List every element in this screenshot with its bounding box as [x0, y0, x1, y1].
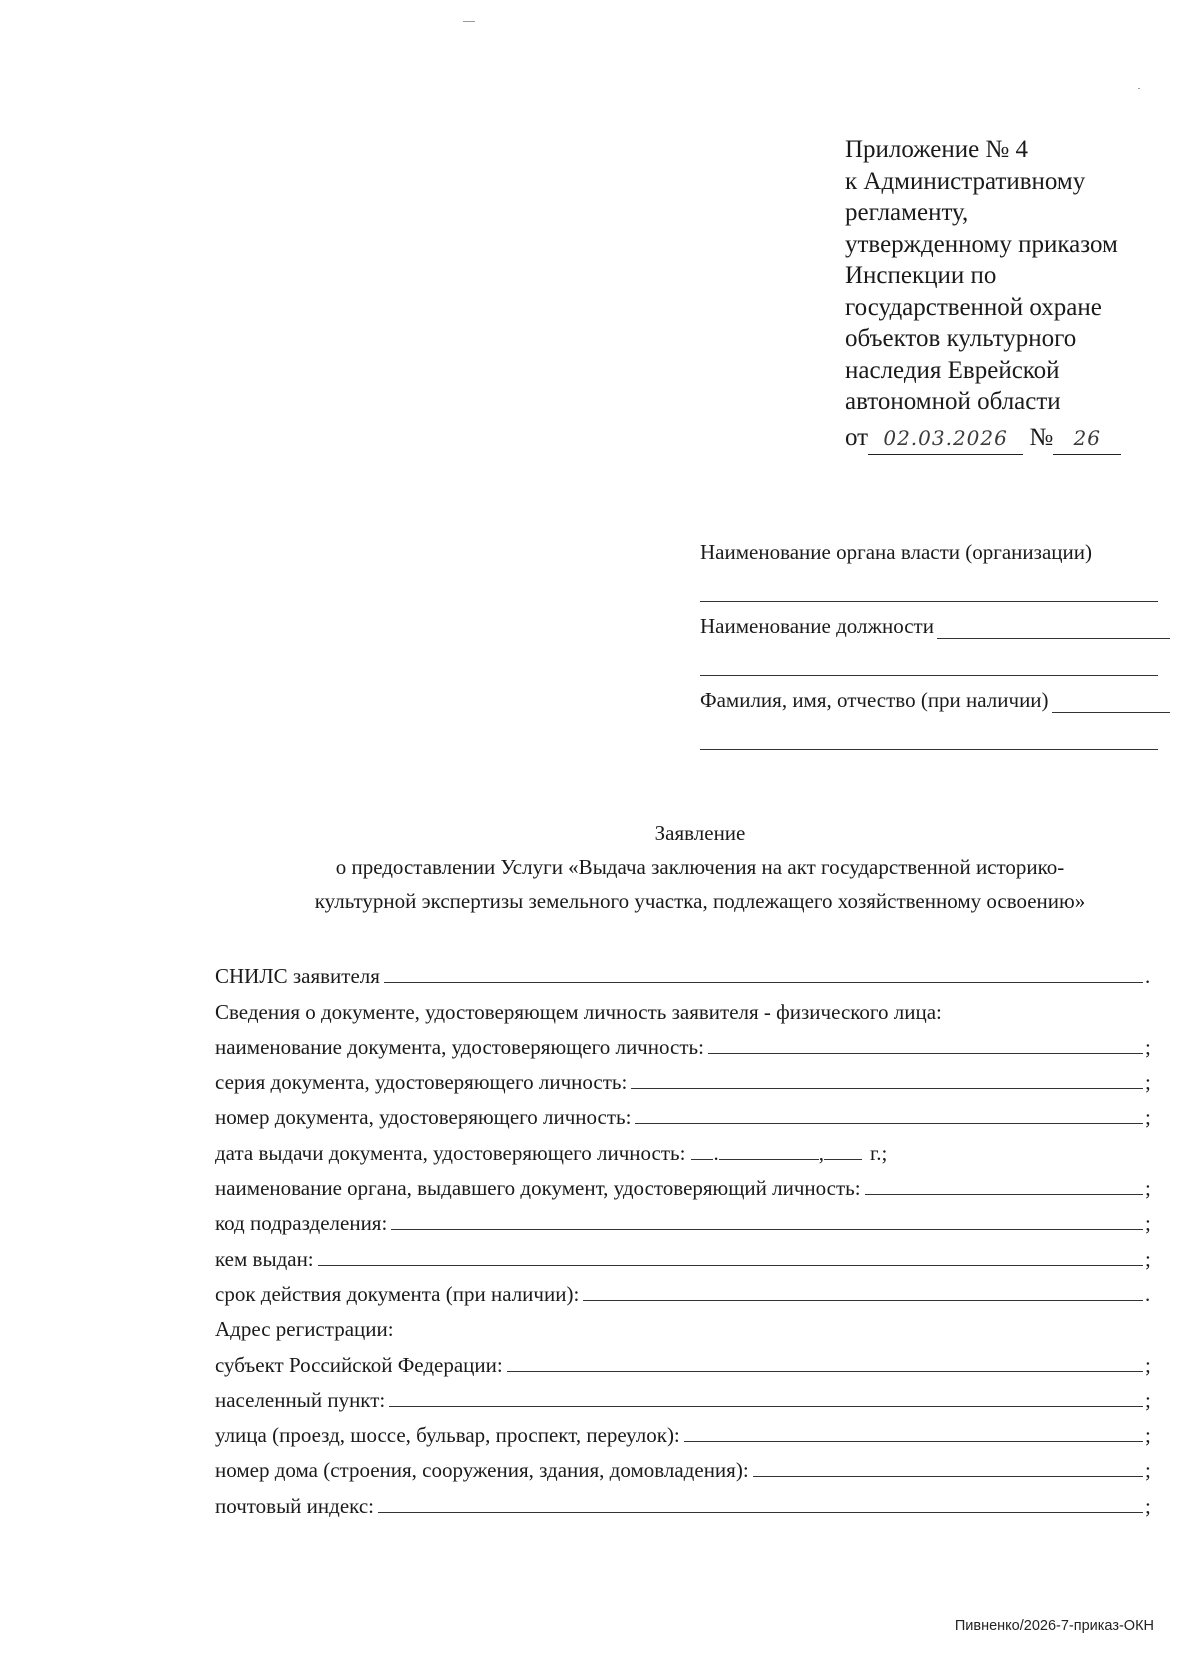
doc-date-row — [215, 1130, 1155, 1165]
appendix-line: к Административному — [845, 167, 1086, 195]
year-suffix: г.; — [869, 1140, 888, 1165]
doc-name-field[interactable] — [708, 1035, 1143, 1054]
fio-field-extra[interactable] — [700, 713, 1158, 750]
doc-number-row — [215, 1095, 1155, 1130]
region-row — [215, 1342, 1155, 1377]
doc-number-label: номер документа, удостоверяющего личность: — [215, 1105, 632, 1130]
doc-series-label: серия документа, удостоверяющего личность: — [215, 1070, 628, 1095]
doc-date-day-field[interactable] — [691, 1141, 713, 1160]
doc-date-month-field[interactable] — [719, 1141, 819, 1160]
house-label: номер дома (строения, сооружения, здания, домовладения): — [215, 1458, 749, 1483]
issuer-field[interactable] — [865, 1176, 1143, 1195]
row-end-mark: ; — [1145, 1034, 1151, 1059]
row-end-mark: ; — [1145, 1352, 1151, 1377]
appendix-line: государственной охране — [845, 293, 1102, 321]
row-end-mark: ; — [1145, 1105, 1151, 1130]
order-date-handwritten: 02.03.2026 — [883, 425, 1008, 450]
street-label: улица (проезд, шоссе, бульвар, проспект, переулок): — [215, 1423, 680, 1448]
snils-field[interactable] — [384, 964, 1143, 983]
division-code-label: код подразделения: — [215, 1211, 388, 1236]
fio-row — [700, 676, 1170, 713]
locality-label: населенный пункт: — [215, 1387, 386, 1412]
row-end-mark: ; — [1145, 1211, 1151, 1236]
authority-row — [700, 528, 1170, 565]
appendix-line: Приложение № 4 — [845, 136, 1029, 163]
appendix-line: автономной области — [845, 388, 1061, 415]
street-row — [215, 1413, 1155, 1448]
postcode-label: почтовый индекс: — [215, 1493, 374, 1518]
row-end-mark: ; — [1145, 1387, 1151, 1412]
doc-name-label: наименование документа, удостоверяющего личность: — [215, 1034, 704, 1059]
addressee-block — [700, 528, 1170, 750]
row-end-mark: ; — [1145, 1493, 1151, 1518]
region-field[interactable] — [507, 1353, 1143, 1372]
address-heading: Адрес регистрации: — [215, 1317, 394, 1342]
address-heading-row — [215, 1307, 1155, 1342]
postcode-field[interactable] — [378, 1494, 1143, 1513]
region-label: субъект Российской Федерации: — [215, 1352, 503, 1377]
locality-row — [215, 1378, 1155, 1413]
appendix-line: Инспекции по — [845, 262, 997, 289]
row-end-mark: ; — [1145, 1458, 1151, 1483]
date-comma: , — [818, 1140, 824, 1165]
issuer-label: наименование органа, выдавшего документ, удостоверяющий личность: — [215, 1176, 861, 1201]
title-line: культурной экспертизы земельного участка, подлежащего хозяйственному освоению» — [314, 889, 1086, 913]
snils-row — [215, 954, 1155, 989]
order-date-line — [845, 422, 1165, 456]
position-field[interactable] — [937, 618, 1170, 639]
validity-field[interactable] — [583, 1282, 1143, 1301]
issued-by-label: кем выдан: — [215, 1246, 314, 1271]
house-row — [215, 1448, 1155, 1483]
footer-reference: Пивненко/2026-7-приказ-ОКН — [954, 1618, 1154, 1634]
number-prefix: № — [1029, 423, 1054, 451]
fio-field[interactable] — [1052, 692, 1170, 713]
date-prefix: от — [845, 423, 869, 451]
doc-name-row — [215, 1025, 1155, 1060]
row-end-mark: . — [1145, 964, 1151, 989]
scan-speck — [463, 21, 475, 22]
issued-by-field[interactable] — [318, 1247, 1143, 1266]
issuer-row — [215, 1166, 1155, 1201]
appendix-line: наследия Еврейской — [845, 356, 1060, 384]
issued-by-row — [215, 1236, 1155, 1271]
appendix-header — [845, 134, 1165, 455]
validity-label: срок действия документа (при наличии): — [215, 1281, 580, 1306]
position-row — [700, 602, 1170, 639]
order-number-field[interactable] — [1053, 422, 1121, 456]
row-end-mark: ; — [1145, 1423, 1151, 1448]
row-end-mark: . — [1145, 1281, 1151, 1306]
validity-row — [215, 1272, 1155, 1307]
doc-date-label: дата выдачи документа, удостоверяющего личность: — [215, 1140, 686, 1165]
row-end-mark: ; — [1145, 1070, 1151, 1095]
order-number-handwritten: 26 — [1073, 425, 1101, 450]
doc-series-row — [215, 1060, 1155, 1095]
row-end-mark: ; — [1145, 1176, 1151, 1201]
division-code-field[interactable] — [391, 1211, 1143, 1230]
division-code-row — [215, 1201, 1155, 1236]
order-date-field[interactable] — [868, 422, 1023, 456]
appendix-line: утвержденному приказом — [845, 230, 1118, 258]
id-heading: Сведения о документе, удостоверяющем личность заявителя - физического лица: — [215, 999, 942, 1024]
appendix-line: объектов культурного — [845, 325, 1077, 352]
id-heading-row — [215, 989, 1155, 1024]
title-heading: Заявление — [654, 821, 746, 845]
doc-number-field[interactable] — [635, 1105, 1143, 1124]
locality-field[interactable] — [389, 1388, 1143, 1407]
fio-label: Фамилия, имя, отчество (при наличии) — [700, 688, 1049, 712]
appendix-line: регламенту, — [845, 199, 969, 226]
doc-date-year-field[interactable] — [824, 1141, 862, 1160]
authority-field[interactable] — [700, 565, 1158, 602]
authority-label: Наименование органа власти (организации) — [700, 540, 1092, 564]
house-field[interactable] — [753, 1458, 1143, 1477]
application-title — [200, 816, 1200, 918]
doc-series-field[interactable] — [631, 1070, 1143, 1089]
postcode-row — [215, 1483, 1155, 1518]
title-line: о предоставлении Услуги «Выдача заключения на акт государственной историко- — [335, 855, 1065, 879]
street-field[interactable] — [684, 1423, 1143, 1442]
position-label: Наименование должности — [700, 614, 934, 638]
application-form — [215, 954, 1155, 1519]
position-field-extra[interactable] — [700, 639, 1158, 676]
scan-speck — [1138, 88, 1140, 89]
date-dot: . — [713, 1140, 719, 1165]
row-end-mark: ; — [1145, 1246, 1151, 1271]
snils-label: СНИЛС заявителя — [215, 964, 380, 989]
